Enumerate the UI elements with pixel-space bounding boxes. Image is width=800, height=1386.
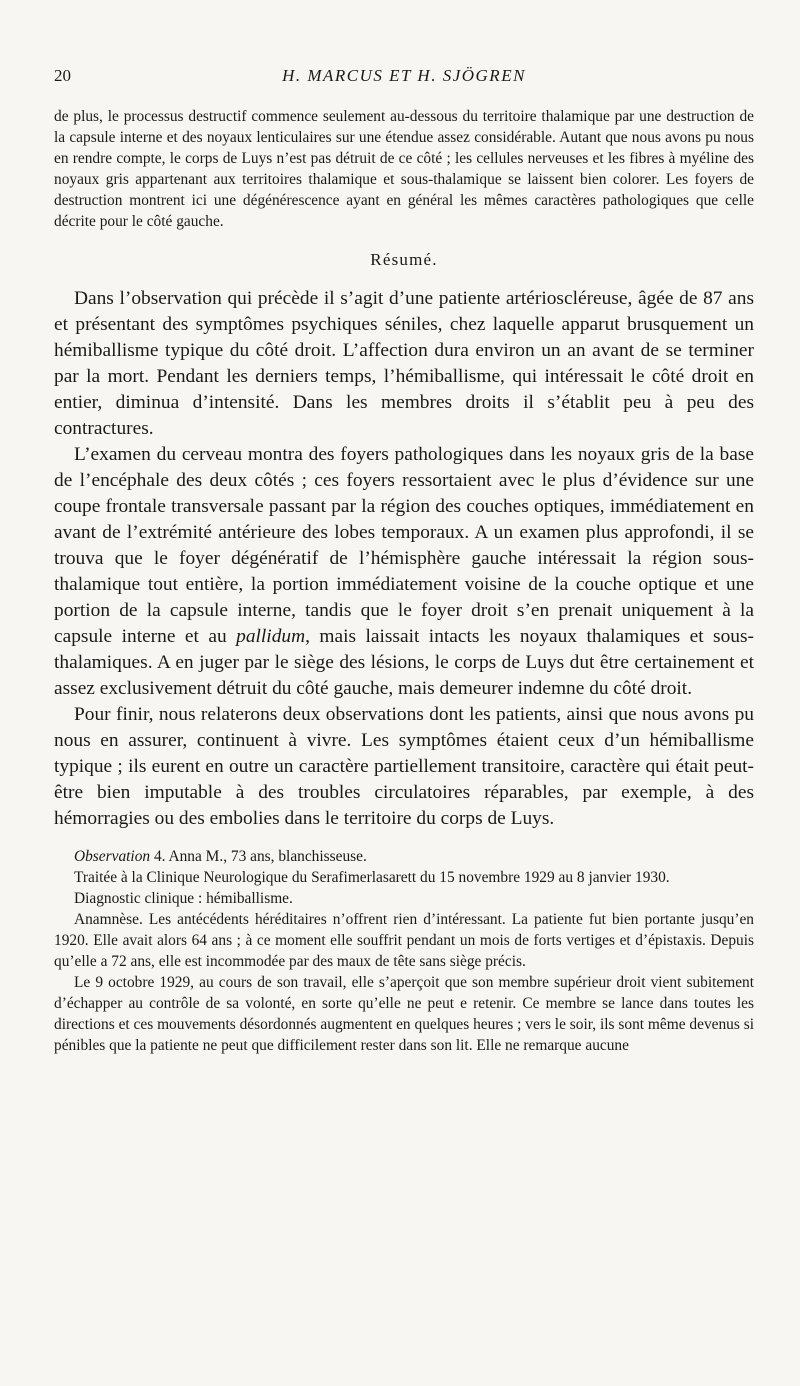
- observation-label: Observation: [74, 848, 151, 865]
- section-title: Résumé.: [370, 250, 438, 269]
- observation-paragraph-2: Diagnostic clinique : hémiballisme.: [74, 890, 293, 907]
- intro-block: [54, 106, 754, 232]
- observation-paragraph-4: Le 9 octobre 1929, au cours de son travail, elle s’aperçoit que son membre supérieur droit vient subitement d’échapper au contrôle de sa volonté, en sorte qu’elle ne peut e retenir. Ce membre se lance dans toutes les directions et ces mouvements désordonnés augmentent en quelques heures ; vers le soir, ils sont même devenus si pénibles que la patiente ne peut que difficilement rester dans son lit. Elle ne remarque aucune: [54, 974, 754, 1054]
- page-header: [54, 66, 754, 92]
- resume-block: [54, 286, 754, 832]
- page-number: 20: [54, 66, 71, 85]
- resume-paragraph-1: Dans l’observation qui précède il s’agit d’une patiente artérioscléreuse, âgée de 87 ans et présentant des symptômes psychiques séniles, chez laquelle apparut brusquement un hémiballisme typique du côté droit. L’affection dura environ un an avant de se terminer par la mort. Pendant les derniers temps, l’hémiballisme, qui intéressait le côté droit en entier, diminua d’intensité. Dans les membres droits il s’établit peu à peu des contractures.: [54, 288, 754, 439]
- resume-p2-italic: pallidum: [236, 626, 306, 647]
- intro-paragraph: de plus, le processus destructif commence seulement au-dessous du territoire thalamique par une destruction de la capsule interne et des noyaux lenticulaires sur une étendue assez considérable. Autant que nous avons pu nous en rendre compte, le corps de Luys n’est pas détruit de ce côté ; les cellules nerveuses et les fibres à myéline des noyaux gris appartenant aux territoires thalamique et sous-thalamique se laissent bien colorer. Les foyers de destruction montrent ici une dégénérescence ayant en général les mêmes caractères pathologiques que celle décrite pour le côté gauche.: [54, 108, 754, 230]
- observation-block: [54, 846, 754, 1056]
- observation-heading-text: 4. Anna M., 73 ans, blanchisseuse.: [150, 848, 367, 865]
- resume-paragraph-2: [54, 442, 754, 702]
- observation-paragraph-1: Traitée à la Clinique Neurologique du Serafimerlasarett du 15 novembre 1929 au 8 janvier 1930.: [74, 869, 670, 886]
- resume-p2-text-b: , mais laissait intacts les noyaux thalamiques et sous-thalamiques. A en juger par le siège des lésions, le corps de Luys dut être certainement et assez exclusivement détruit du côté gauche, mais demeurer indemne du côté droit.: [54, 626, 754, 699]
- resume-paragraph-3: Pour finir, nous relaterons deux observations dont les patients, ainsi que nous avons pu nous en assurer, continuent à vivre. Les symptômes étaient ceux d’un hémiballisme typique ; ils eurent en outre un caractère partiellement transitoire, caractère qui était peut-être bien imputable à des troubles circulatoires réparables, par exemple, à des hémorragies ou des embolies dans le territoire du corps de Luys.: [54, 704, 754, 829]
- observation-heading: [54, 846, 754, 867]
- page: [54, 66, 754, 1056]
- resume-p2-text-a: L’examen du cerveau montra des foyers pathologiques dans les noyaux gris de la base de l’encéphale des deux côtés ; ces foyers ressortaient avec le plus d’évidence sur une coupe frontale transversale passant par la région des couches optiques, immédiatement en avant de l’extrémité antérieure des lobes temporaux. A un examen plus approfondi, il se trouva que le foyer dégénératif de l’hémisphère gauche intéressait la région sous-thalamique tout entière, la portion immédiatement voisine de la couche optique et une portion de la capsule interne, tandis que le foyer droit s’en prenait uniquement à la capsule interne et au: [54, 444, 754, 647]
- running-head: H. MARCUS ET H. SJÖGREN: [282, 66, 526, 85]
- observation-paragraph-3: Anamnèse. Les antécédents héréditaires n’offrent rien d’intéressant. La patiente fut bien portante jusqu’en 1920. Elle avait alors 64 ans ; à ce moment elle souffrit pendant un mois de forts vertiges et d’épistaxis. Depuis qu’elle a 72 ans, elle est incommodée par des maux de tête sans siège précis.: [54, 911, 754, 970]
